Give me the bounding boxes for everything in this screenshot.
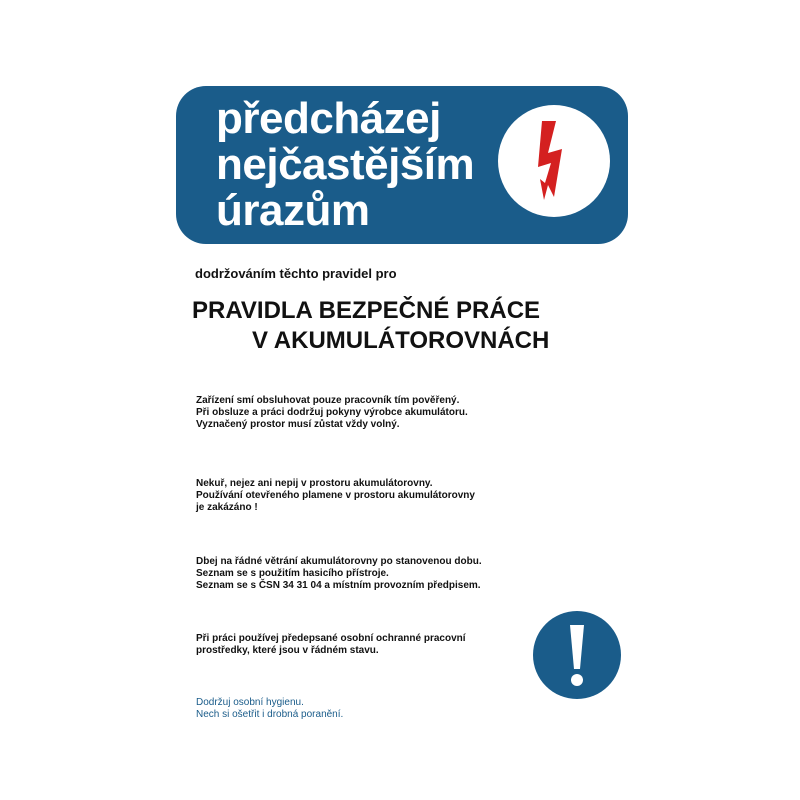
footer-line-1: Dodržuj osobní hygienu.: [196, 697, 304, 708]
rule-paragraph-3: [196, 556, 556, 592]
rule-paragraph-1: [196, 395, 556, 431]
rule-line: Při obsluze a práci dodržuj pokyny výrobce akumulátoru.: [196, 407, 468, 418]
header-banner: [176, 86, 628, 244]
rule-paragraph-4: [196, 633, 556, 657]
title-line-2: V AKUMULÁTOROVNÁCH: [252, 327, 550, 354]
lightning-bolt-icon: [498, 105, 610, 217]
rule-line: Seznam se s použitím hasicího přístroje.: [196, 568, 389, 579]
footer-note: [196, 697, 343, 721]
rule-line: Používání otevřeného plamene v prostoru akumulátorovny: [196, 490, 475, 501]
banner-heading: [216, 96, 474, 234]
rule-line: prostředky, které jsou v řádném stavu.: [196, 645, 379, 656]
rule-line: Dbej na řádné větrání akumulátorovny po stanovenou dobu.: [196, 556, 482, 567]
banner-line-2: nejčastějším: [216, 140, 475, 189]
rule-line: Při práci používej předepsané osobní ochranné pracovní: [196, 633, 466, 644]
banner-line-1: předcházej: [216, 94, 441, 143]
rule-line: Zařízení smí obsluhovat pouze pracovník tím pověřený.: [196, 395, 460, 406]
rule-line: Nekuř, nejez ani nepij v prostoru akumulátorovny.: [196, 478, 433, 489]
exclamation-icon: [533, 611, 621, 699]
rule-paragraph-2: [196, 478, 556, 514]
intro-text: dodržováním těchto pravidel pro: [195, 266, 397, 281]
banner-line-3: úrazům: [216, 186, 370, 235]
rule-line: je zakázáno !: [196, 502, 258, 513]
page-title: [192, 296, 549, 356]
rule-line: Seznam se s ČSN 34 31 04 a místním provozním předpisem.: [196, 580, 481, 591]
footer-line-2: Nech si ošetřit i drobná poranění.: [196, 709, 344, 720]
title-line-1: PRAVIDLA BEZPEČNÉ PRÁCE: [192, 297, 541, 324]
rule-line: Vyznačený prostor musí zůstat vždy volný.: [196, 419, 400, 430]
